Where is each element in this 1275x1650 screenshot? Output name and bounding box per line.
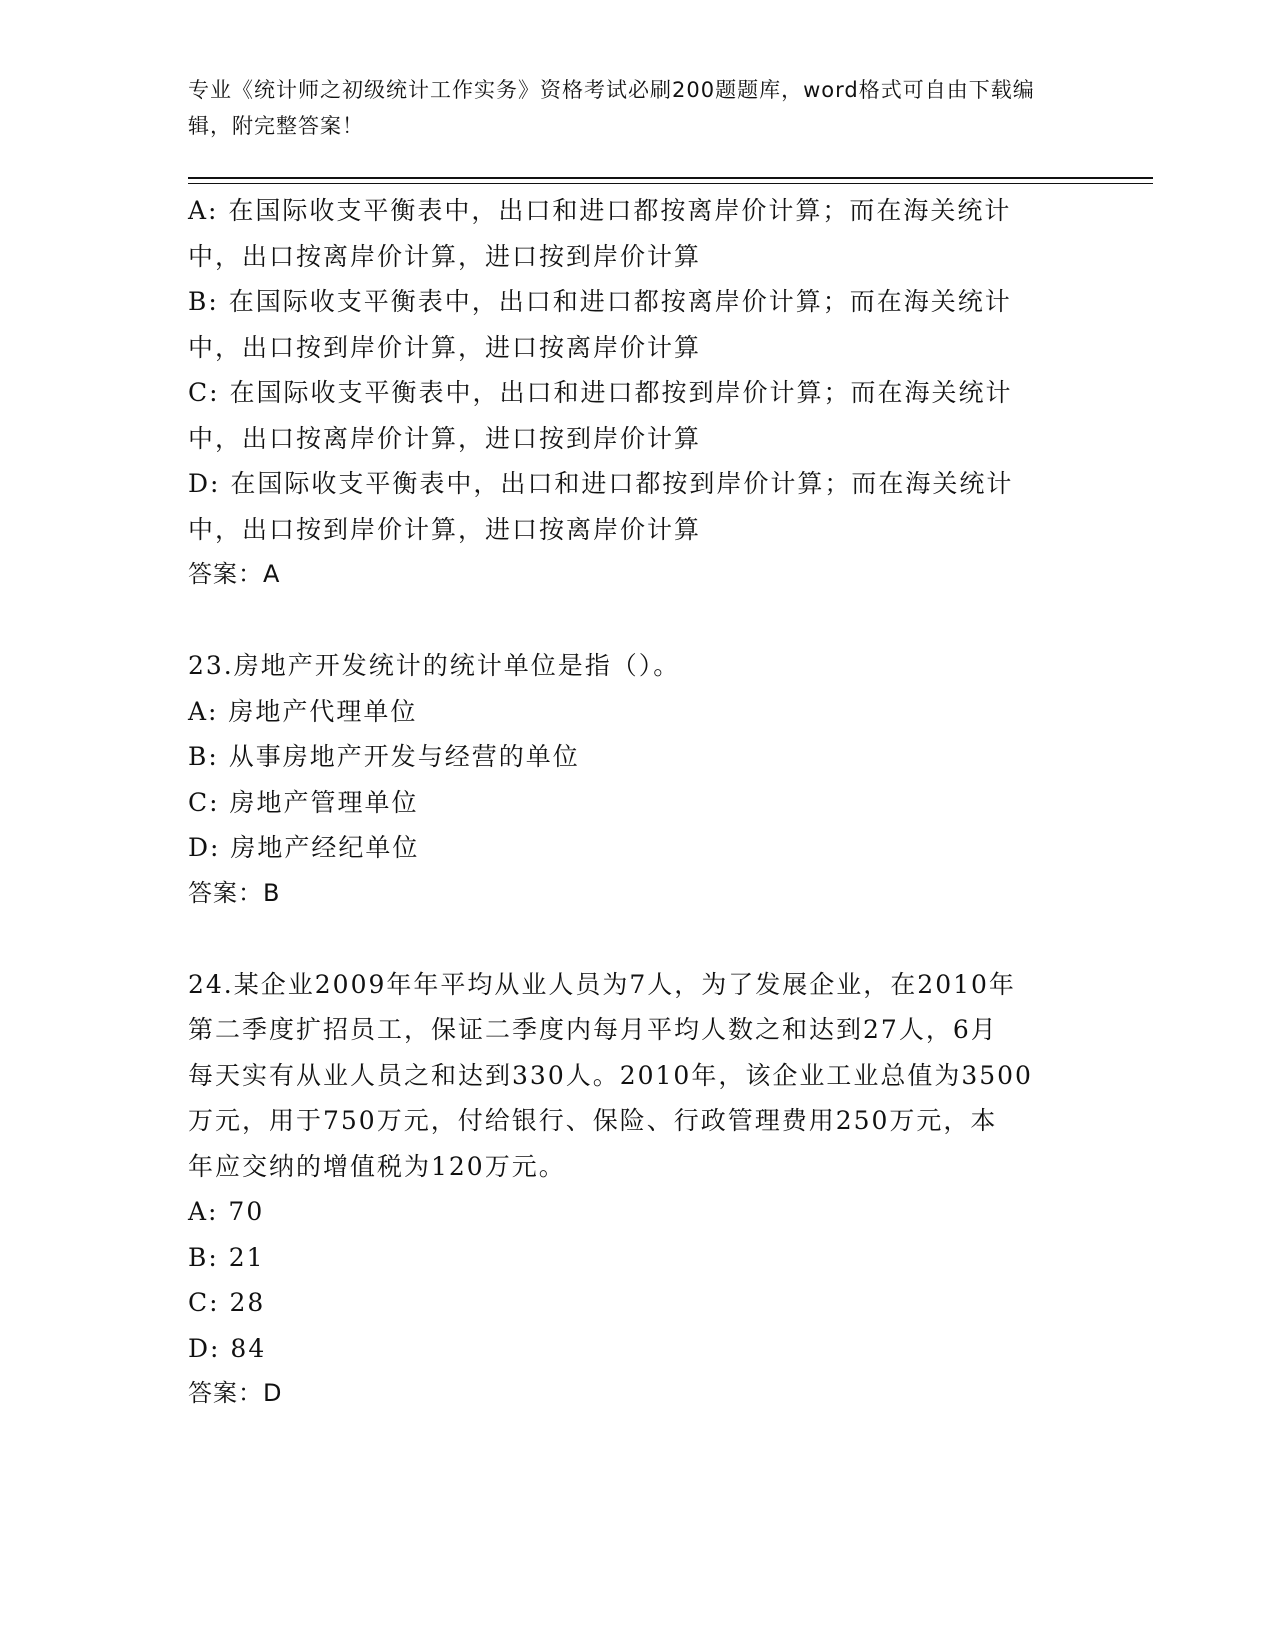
q24-stem-line-4: 万元，用于750万元，付给银行、保险、行政管理费用250万元，本 [188,1106,998,1135]
question-23 [188,643,1083,916]
q23-option-c: C: 房地产管理单位 [188,787,419,817]
question-22 [188,188,1083,598]
q22-option-a-line-1: A: 在国际收支平衡表中，出口和进口都按离岸价计算；而在海关统计 [188,196,1012,225]
q24-answer: 答案：D [188,1379,283,1407]
q24-option-c: C: 28 [188,1288,266,1317]
header-rule-thin [188,183,1153,184]
q23-option-a: A: 房地产代理单位 [188,696,418,726]
q22-option-b-line-1: B: 在国际收支平衡表中，出口和进口都按离岸价计算；而在海关统计 [188,287,1012,316]
q22-option-c-line-2: 中，出口按离岸价计算，进口按到岸价计算 [188,423,702,453]
q22-option-c-line-1: C: 在国际收支平衡表中，出口和进口都按到岸价计算；而在海关统计 [188,378,1013,407]
q23-answer: 答案：B [188,878,281,907]
q24-stem-line-3: 每天实有从业人员之和达到330人。2010年，该企业工业总值为3500 [188,1060,1033,1090]
q24-option-a: A: 70 [188,1197,265,1226]
spacer [188,916,1083,962]
header-text: 专业《统计师之初级统计工作实务》资格考试必刷200题题库，word格式可自由下载编辑，附完整答案！ [188,78,1035,138]
q22-option-d-line-1: D: 在国际收支平衡表中，出口和进口都按到岸价计算；而在海关统计 [188,469,1014,498]
document-header [188,72,1078,144]
q23-option-d: D: 房地产经纪单位 [188,833,420,862]
q22-option-b-line-2: 中，出口按到岸价计算，进口按离岸价计算 [188,332,702,362]
header-rule-thick [188,177,1153,179]
spacer [188,598,1083,644]
q24-stem-line-2: 第二季度扩招员工，保证二季度内每月平均人数之和达到27人，6月 [188,1015,998,1044]
document-body [188,188,1083,1417]
q22-answer: 答案：A [188,560,281,588]
q23-stem: 23.房地产开发统计的统计单位是指（）。 [188,651,681,680]
q23-option-b: B: 从事房地产开发与经营的单位 [188,742,580,771]
q24-stem-line-1: 24.某企业2009年年平均从业人员为7人，为了发展企业，在2010年 [188,969,1016,999]
q24-stem-line-5: 年应交纳的增值税为120万元。 [188,1151,566,1181]
question-24 [188,962,1083,1417]
q22-option-d-line-2: 中，出口按到岸价计算，进口按离岸价计算 [188,514,702,544]
q24-option-b: B: 21 [188,1242,265,1272]
q24-option-d: D: 84 [188,1333,267,1363]
q22-option-a-line-2: 中，出口按离岸价计算，进口按到岸价计算 [188,241,702,271]
